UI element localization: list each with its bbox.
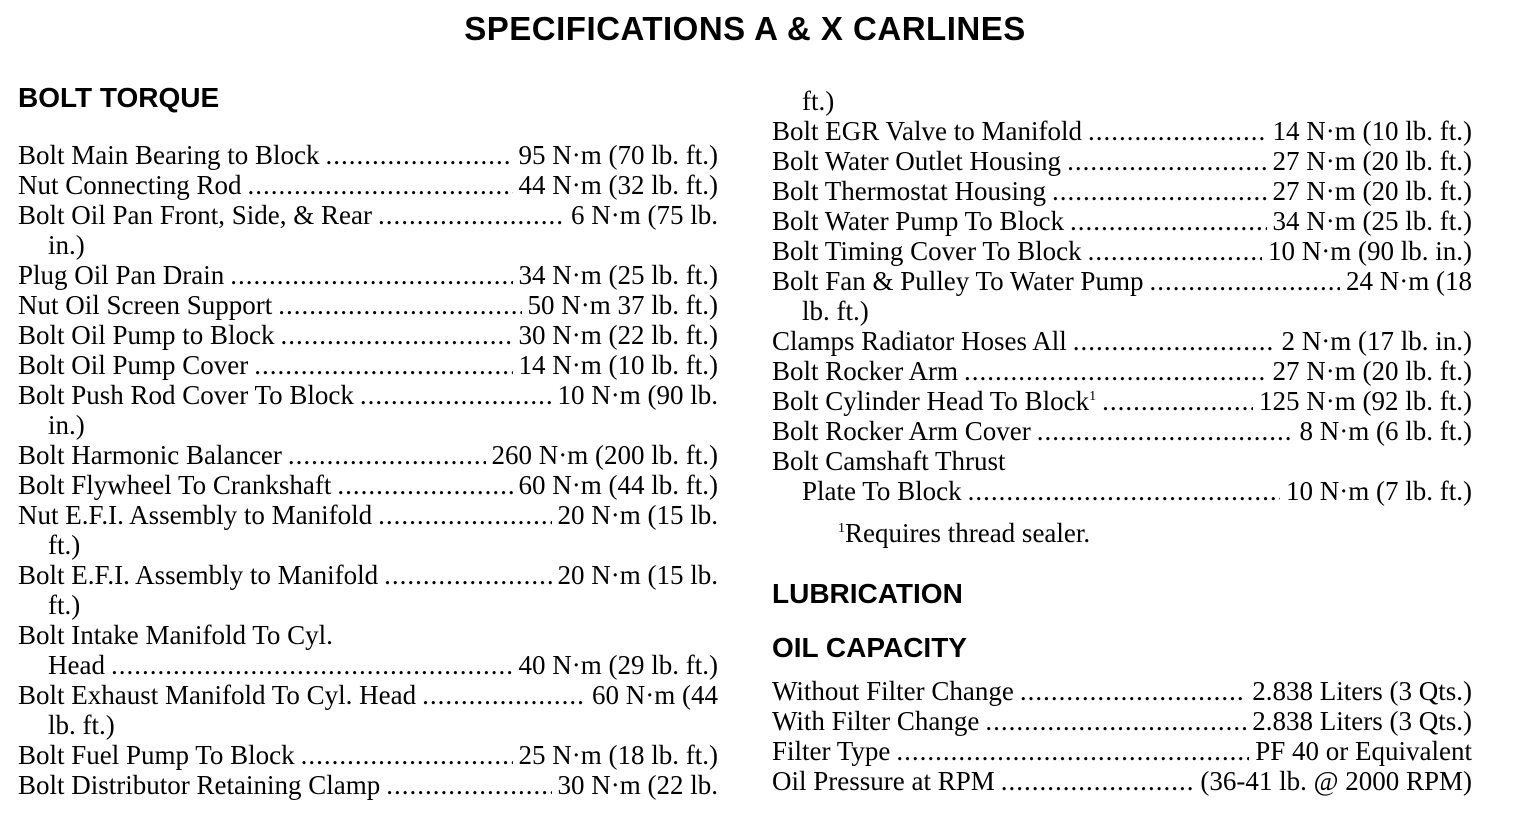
spec-value: 27 N·m (20 lb. ft.) [1272, 356, 1472, 386]
spec-label-text: Oil Pressure at RPM [772, 766, 995, 796]
spec-row [772, 236, 1472, 266]
spec-row [772, 476, 1472, 506]
spec-label-text: Bolt Distributor Retaining Clamp [18, 770, 381, 800]
spec-value: 8 N·m (6 lb. ft.) [1299, 416, 1472, 446]
spec-label-text: Filter Type [772, 736, 891, 766]
spec-row [772, 116, 1472, 146]
dot-leader [1102, 386, 1253, 416]
spec-label [18, 200, 372, 230]
spec-continuation-line [18, 530, 718, 560]
spec-label [18, 170, 242, 200]
spec-row [772, 416, 1472, 446]
spec-label [772, 266, 1143, 296]
spec-row [18, 140, 718, 170]
footnote-mark: 1 [838, 521, 845, 536]
spec-label-text: Head [48, 650, 105, 680]
dot-leader [230, 260, 512, 290]
spec-row [18, 440, 718, 470]
spec-text: lb. ft.) [802, 296, 869, 326]
spec-label-text: Bolt Cylinder Head To Block [772, 386, 1090, 416]
spec-label-text: Bolt Water Pump To Block [772, 206, 1064, 236]
spec-label [772, 176, 1046, 206]
spec-label [18, 740, 295, 770]
spec-row [18, 680, 718, 710]
spec-label-text: Bolt Main Bearing to Block [18, 140, 320, 170]
spec-label [772, 476, 962, 506]
spec-row [18, 350, 718, 380]
spec-row [18, 290, 718, 320]
spec-label-text: Bolt Fuel Pump To Block [18, 740, 295, 770]
spec-row [18, 560, 718, 590]
footnote [838, 518, 1090, 548]
dot-leader [1052, 176, 1267, 206]
spec-label-text: Bolt E.F.I. Assembly to Manifold [18, 560, 379, 590]
spec-label [772, 356, 958, 386]
spec-value: 14 N·m (10 lb. ft.) [1272, 116, 1472, 146]
lubrication-heading: LUBRICATION [772, 578, 963, 609]
dot-leader [1067, 146, 1266, 176]
dot-leader [288, 440, 486, 470]
spec-row [772, 386, 1472, 416]
spec-label-text: Nut E.F.I. Assembly to Manifold [18, 500, 373, 530]
spec-row [18, 260, 718, 290]
spec-value: 44 N·m (32 lb. ft.) [518, 170, 718, 200]
dot-leader [360, 380, 552, 410]
spec-label [18, 320, 275, 350]
spec-label [772, 766, 995, 796]
dot-leader [248, 170, 513, 200]
dot-leader [964, 356, 1267, 386]
spec-continuation-line [18, 620, 718, 650]
spec-text: in.) [48, 230, 85, 260]
spec-value: 2.838 Liters (3 Qts.) [1252, 676, 1472, 706]
spec-label [18, 380, 354, 410]
dot-leader [1020, 676, 1246, 706]
spec-label-text: Clamps Radiator Hoses All [772, 326, 1067, 356]
spec-value: (36-41 lb. @ 2000 RPM) [1200, 766, 1472, 796]
spec-label [772, 236, 1082, 266]
spec-text: ft.) [48, 530, 81, 560]
spec-value: 30 N·m (22 lb. [557, 770, 718, 800]
spec-row [18, 470, 718, 500]
spec-value: 2 N·m (17 lb. in.) [1281, 326, 1472, 356]
spec-value: 260 N·m (200 lb. ft.) [491, 440, 718, 470]
dot-leader [1037, 416, 1294, 446]
spec-label [772, 326, 1067, 356]
spec-label-text: Bolt Oil Pan Front, Side, & Rear [18, 200, 372, 230]
spec-label [18, 470, 331, 500]
spec-label-text: Bolt Oil Pump Cover [18, 350, 249, 380]
spec-text: lb. ft.) [48, 710, 115, 740]
spec-label-text: Plate To Block [802, 476, 962, 506]
spec-value: 2.838 Liters (3 Qts.) [1252, 706, 1472, 736]
dot-leader [1073, 326, 1276, 356]
spec-value: 6 N·m (75 lb. [571, 200, 718, 230]
oil-capacity-heading: OIL CAPACITY [772, 632, 967, 663]
dot-leader [254, 350, 512, 380]
spec-row [772, 766, 1472, 796]
dot-leader [1149, 266, 1340, 296]
spec-label [18, 500, 372, 530]
spec-label-text: Bolt Rocker Arm [772, 356, 958, 386]
spec-continuation-line [18, 710, 718, 740]
spec-value: 50 N·m 37 lb. ft.) [527, 290, 718, 320]
dot-leader [422, 680, 586, 710]
spec-value: 20 N·m (15 lb. [557, 500, 718, 530]
spec-row [772, 706, 1472, 736]
spec-label [772, 416, 1031, 446]
footnote-reference: 1 [1089, 389, 1097, 404]
spec-row [772, 356, 1472, 386]
spec-row [18, 740, 718, 770]
dot-leader [1088, 236, 1262, 266]
spec-value: 25 N·m (18 lb. ft.) [518, 740, 718, 770]
spec-label [18, 260, 224, 290]
spec-continuation-line [772, 86, 1472, 116]
spec-label-text: Bolt Rocker Arm Cover [772, 416, 1031, 446]
spec-row [772, 176, 1472, 206]
dot-leader [111, 650, 513, 680]
spec-row [18, 320, 718, 350]
dot-leader [325, 140, 512, 170]
spec-value: 60 N·m (44 lb. ft.) [518, 470, 718, 500]
spec-value: 125 N·m (92 lb. ft.) [1259, 386, 1472, 416]
spec-label-text: Bolt Harmonic Balancer [18, 440, 282, 470]
spec-label [18, 290, 272, 320]
spec-continuation-line [772, 296, 1472, 326]
spec-label [772, 706, 979, 736]
dot-leader [985, 706, 1246, 736]
spec-row [18, 500, 718, 530]
spec-value: PF 40 or Equivalent [1255, 736, 1472, 766]
spec-label [18, 140, 319, 170]
spec-label [772, 146, 1061, 176]
spec-label-text: Bolt Exhaust Manifold To Cyl. Head [18, 680, 417, 710]
spec-label-text: Nut Oil Screen Support [18, 290, 273, 320]
spec-label [18, 770, 380, 800]
spec-value: 14 N·m (10 lb. ft.) [518, 350, 718, 380]
spec-continuation-line [772, 446, 1472, 476]
spec-text: Bolt Intake Manifold To Cyl. [18, 620, 333, 650]
spec-label [772, 736, 890, 766]
dot-leader [968, 476, 1280, 506]
spec-value: 10 N·m (90 lb. in.) [1268, 236, 1472, 266]
spec-row [18, 170, 718, 200]
spec-continuation-line [18, 410, 718, 440]
spec-label-text: Bolt Push Rod Cover To Block [18, 380, 354, 410]
spec-row [772, 676, 1472, 706]
spec-row [772, 736, 1472, 766]
page-title: SPECIFICATIONS A & X CARLINES [464, 10, 1026, 47]
spec-label [772, 206, 1064, 236]
dot-leader [301, 740, 513, 770]
dot-leader [1070, 206, 1267, 236]
spec-value: 27 N·m (20 lb. ft.) [1272, 146, 1472, 176]
spec-row [772, 146, 1472, 176]
spec-row [772, 206, 1472, 236]
spec-label-text: Bolt Oil Pump to Block [18, 320, 275, 350]
spec-text: in.) [48, 410, 85, 440]
spec-label-text: Bolt Fan & Pulley To Water Pump [772, 266, 1144, 296]
dot-leader [378, 200, 565, 230]
bolt-torque-heading: BOLT TORQUE [18, 82, 220, 113]
spec-label [18, 680, 416, 710]
spec-text: ft.) [802, 86, 835, 116]
dot-leader [384, 560, 551, 590]
spec-row [18, 200, 718, 230]
spec-label-text: Bolt Water Outlet Housing [772, 146, 1062, 176]
spec-row [18, 770, 718, 800]
spec-label [18, 650, 105, 680]
spec-label [18, 440, 282, 470]
dot-leader [386, 770, 551, 800]
dot-leader [378, 500, 551, 530]
dot-leader [1001, 766, 1195, 796]
spec-value: 27 N·m (20 lb. ft.) [1272, 176, 1472, 206]
spec-label [772, 386, 1096, 416]
spec-text: ft.) [48, 590, 81, 620]
spec-value: 40 N·m (29 lb. ft.) [518, 650, 718, 680]
spec-row [18, 380, 718, 410]
spec-label-text: Bolt Timing Cover To Block [772, 236, 1082, 266]
spec-value: 24 N·m (18 [1346, 266, 1472, 296]
footnote-text: Requires thread sealer. [845, 518, 1091, 548]
spec-label [18, 350, 248, 380]
spec-row [772, 326, 1472, 356]
spec-label [772, 676, 1014, 706]
spec-continuation-line [18, 590, 718, 620]
spec-row [772, 266, 1472, 296]
spec-value: 34 N·m (25 lb. ft.) [518, 260, 718, 290]
dot-leader [281, 320, 513, 350]
spec-label-text: Nut Connecting Rod [18, 170, 242, 200]
spec-label [772, 116, 1082, 146]
spec-value: 10 N·m (90 lb. [557, 380, 718, 410]
spec-value: 34 N·m (25 lb. ft.) [1272, 206, 1472, 236]
spec-label-text: Plug Oil Pan Drain [18, 260, 225, 290]
spec-value: 60 N·m (44 [592, 680, 718, 710]
spec-continuation-line [18, 230, 718, 260]
spec-label-text: Bolt EGR Valve to Manifold [772, 116, 1082, 146]
spec-label-text: Without Filter Change [772, 676, 1014, 706]
dot-leader [896, 736, 1249, 766]
spec-value: 20 N·m (15 lb. [557, 560, 718, 590]
spec-label-text: Bolt Thermostat Housing [772, 176, 1046, 206]
spec-label-text: With Filter Change [772, 706, 980, 736]
spec-text: Bolt Camshaft Thrust [772, 446, 1006, 476]
spec-value: 30 N·m (22 lb. ft.) [518, 320, 718, 350]
spec-row [18, 650, 718, 680]
spec-value: 95 N·m (70 lb. ft.) [518, 140, 718, 170]
spec-label [18, 560, 378, 590]
dot-leader [278, 290, 521, 320]
spec-value: 10 N·m (7 lb. ft.) [1286, 476, 1472, 506]
spec-label-text: Bolt Flywheel To Crankshaft [18, 470, 332, 500]
dot-leader [337, 470, 512, 500]
dot-leader [1088, 116, 1267, 146]
